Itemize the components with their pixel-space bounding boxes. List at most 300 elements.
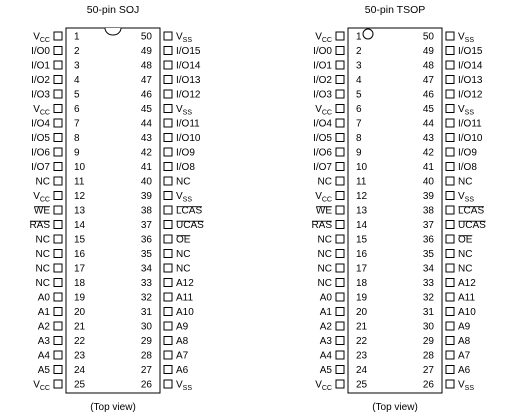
pin-signal-name: A7 [176, 350, 189, 362]
pin-signal [458, 133, 483, 144]
pin-signal-name: V [33, 104, 40, 115]
pin-signal [38, 351, 51, 362]
pin-signal [38, 307, 51, 318]
pin-number: 26 [140, 379, 152, 391]
pin-signal-name: V [33, 31, 40, 43]
pin-number: 18 [356, 278, 368, 289]
pin-pad [54, 337, 62, 345]
pin-signal-name: NC [317, 234, 332, 246]
pin-row [38, 322, 86, 333]
pin-signal-name: I/O3 [31, 89, 50, 101]
pin-signal [36, 264, 50, 275]
pin-number: 18 [74, 278, 86, 289]
pin-row [36, 278, 86, 289]
pin-signal [458, 177, 472, 188]
pin-pad [54, 250, 62, 258]
pin-number: 20 [356, 307, 368, 318]
pin-signal [176, 133, 201, 144]
pin-signal [458, 351, 471, 362]
pin-row [423, 220, 486, 231]
pin-pad [54, 61, 62, 69]
pin-signal-subscript: SS [182, 196, 193, 204]
pin-number: 48 [140, 60, 152, 72]
pin-signal-name: V [458, 379, 465, 391]
pin-signal-name: V [176, 191, 183, 202]
pin-pad [54, 134, 62, 142]
pin-signal-name: A12 [458, 278, 476, 289]
pin-number: 12 [356, 191, 368, 202]
pin-number: 49 [422, 46, 434, 57]
pin-signal-subscript: CC [321, 37, 332, 44]
left-pin-column [29, 32, 85, 393]
pin-pad [336, 76, 344, 84]
pin-number: 12 [74, 191, 86, 202]
pin-signal-subscript: CC [39, 109, 50, 117]
pin-pad [336, 293, 344, 301]
pin-signal [176, 119, 200, 130]
pin-row [311, 220, 367, 231]
pin-signal-subscript: SS [182, 109, 193, 117]
pin-row [423, 46, 483, 57]
pin-pad [164, 119, 172, 127]
pin-number: 47 [422, 75, 434, 86]
pin-signal-name: A6 [176, 365, 189, 376]
pin-pad [336, 105, 344, 113]
pin-signal [318, 235, 332, 246]
pin-signal-name: NC [458, 263, 473, 275]
pin-row [423, 177, 473, 188]
pin-pad [54, 206, 62, 214]
pin-signal-name: NC [458, 249, 473, 260]
pin-signal-subscript: CC [321, 109, 332, 117]
pin-signal-name: I/O5 [31, 133, 50, 144]
pin-row [141, 46, 201, 57]
pin-number: 17 [356, 263, 368, 275]
pin-number: 39 [140, 191, 152, 202]
pin-number: 42 [422, 147, 434, 159]
pin-pad [164, 105, 172, 113]
pin-number: 49 [140, 46, 152, 57]
soj-package [29, 4, 204, 413]
pin-number: 28 [422, 350, 434, 362]
pin-signal [458, 365, 471, 376]
pin-row [320, 365, 368, 376]
pin-signal-name: I/O9 [458, 147, 477, 159]
pin-number: 42 [140, 147, 152, 159]
pin-pad [54, 279, 62, 287]
pin-row [313, 162, 367, 173]
pin-pad [336, 61, 344, 69]
pin-signal [33, 380, 50, 393]
pin-pad [336, 47, 344, 55]
pin-number: 25 [356, 379, 368, 391]
pin-signal [320, 307, 333, 318]
pin-number: 4 [74, 75, 80, 86]
pin-pad [164, 76, 172, 84]
pin-signal [313, 90, 332, 101]
pin-row [36, 249, 86, 260]
pin-row [423, 162, 477, 173]
pin-signal [38, 293, 51, 304]
pin-pad [164, 366, 172, 374]
pin-pad [336, 337, 344, 345]
pin-number: 16 [356, 249, 368, 260]
pin-signal [320, 365, 333, 376]
pin-signal-name: V [315, 379, 322, 391]
pin-signal-name: OE [176, 234, 191, 246]
pin-signal [31, 90, 50, 101]
pin-number: 17 [74, 263, 86, 275]
pin-pad [336, 351, 344, 359]
pin-pad [336, 279, 344, 287]
pin-signal [458, 380, 474, 393]
pin-number: 6 [356, 104, 362, 115]
pin-pad [54, 119, 62, 127]
pin-pad [54, 380, 62, 388]
pin-row [423, 191, 474, 204]
pin-signal-name: A2 [319, 321, 332, 333]
pin-number: 50 [422, 31, 434, 43]
pin-signal-name: I/O6 [313, 147, 332, 159]
pin-number: 38 [140, 205, 152, 217]
pin-row [38, 351, 86, 362]
pin-signal [176, 46, 201, 57]
pin-row [141, 249, 191, 260]
pin-signal [458, 90, 483, 101]
pin-signal-subscript: CC [39, 37, 50, 44]
pin-number: 21 [74, 321, 86, 333]
pin-pad [446, 322, 454, 330]
pin-signal-name: I/O8 [458, 162, 477, 173]
pin-number: 43 [140, 133, 152, 144]
pin-pad [336, 235, 344, 243]
pin-number: 21 [356, 321, 368, 333]
pin-pad [164, 351, 172, 359]
pin-pad [164, 47, 172, 55]
pin-pad [446, 119, 454, 127]
pin-signal-name: I/O10 [176, 133, 201, 144]
pin-row [141, 278, 194, 289]
pin-signal [31, 133, 50, 144]
pin-number: 44 [140, 118, 152, 130]
pin-row [423, 307, 476, 318]
pin-row [423, 148, 477, 159]
pin-signal [176, 75, 201, 86]
pin-pad [446, 250, 454, 258]
pin-pad [164, 264, 172, 272]
pin-signal [458, 148, 477, 159]
pin-number: 13 [356, 205, 368, 217]
pin-pad [164, 148, 172, 156]
pin-number: 14 [74, 220, 86, 231]
pin-row [423, 278, 476, 289]
pin-signal-name: I/O9 [176, 147, 195, 159]
pin-signal-name: NC [176, 176, 191, 188]
pin-signal-name: A9 [458, 321, 471, 333]
pin-signal-name: A2 [37, 321, 50, 333]
pin-signal [313, 61, 332, 72]
pin-pad [164, 177, 172, 185]
pin-pad [164, 61, 172, 69]
pin-number: 22 [74, 336, 86, 347]
pin-signal-name: NC [458, 176, 473, 188]
pin-number: 47 [140, 75, 152, 86]
pin-signal [313, 119, 332, 130]
pin-signal-name: A5 [37, 365, 50, 376]
pin-signal-name: V [315, 104, 322, 115]
pin-pad [446, 264, 454, 272]
pin-pad [164, 322, 172, 330]
pin-signal-name: NC [176, 249, 191, 260]
pin-pad [54, 308, 62, 316]
pin-signal [313, 162, 332, 173]
view-caption: (Top view) [372, 402, 418, 413]
pin-row [141, 264, 191, 275]
pin-number: 31 [140, 307, 152, 318]
pin-row [423, 206, 485, 217]
pin-row [141, 293, 194, 304]
pin-signal-subscript: SS [464, 196, 475, 204]
pin-pad [446, 134, 454, 142]
pin-signal [458, 104, 474, 117]
pin-number: 2 [74, 46, 80, 57]
pin-row [423, 235, 473, 246]
pin-pad [336, 380, 344, 388]
pin-signal [458, 162, 477, 173]
pin-number: 19 [356, 292, 368, 304]
pin-pad [336, 250, 344, 258]
pin-pad [446, 192, 454, 200]
pin-pad [164, 279, 172, 287]
pin-signal-name: V [315, 31, 322, 43]
pin-row [423, 32, 474, 45]
pin-row [423, 75, 483, 86]
pin-signal [31, 75, 50, 86]
pin-row [423, 336, 471, 347]
pin-pad [164, 206, 172, 214]
pin-number: 3 [356, 60, 362, 72]
pin-pad [446, 177, 454, 185]
pin-signal-name: A11 [176, 292, 194, 304]
pin-signal [36, 249, 50, 260]
pin-number: 8 [74, 133, 80, 144]
pin-signal-name: I/O14 [458, 60, 483, 72]
pin-signal [176, 278, 194, 289]
pin-number: 14 [356, 220, 368, 231]
pin-number: 1 [74, 31, 80, 43]
pin-number: 29 [140, 336, 152, 347]
pin-number: 23 [74, 350, 86, 362]
pin-row [141, 177, 191, 188]
pin-row [141, 75, 201, 86]
pin-number: 46 [140, 89, 152, 101]
pin-signal-name: A10 [176, 307, 194, 318]
pin-signal-name: I/O15 [176, 46, 201, 57]
pin-number: 35 [140, 249, 152, 260]
pin-signal [458, 191, 474, 204]
pin-signal [458, 46, 483, 57]
pin-row [33, 380, 85, 393]
pin-row [423, 61, 483, 72]
pin-signal-name: LCAS [458, 205, 485, 217]
pin-pad [336, 119, 344, 127]
pin-pad [446, 279, 454, 287]
pin-signal-name: A7 [458, 350, 471, 362]
pin-signal [176, 177, 190, 188]
pin-signal [458, 336, 471, 347]
view-caption: (Top view) [90, 402, 136, 413]
pin-pad [164, 380, 172, 388]
pin-number: 44 [422, 118, 434, 130]
pin-pad [54, 351, 62, 359]
pin-signal [176, 61, 201, 72]
pin-row [141, 32, 192, 45]
pin-pad [446, 90, 454, 98]
pin-number: 32 [140, 292, 152, 304]
pin-row [315, 191, 367, 204]
pin-pad [336, 192, 344, 200]
pin-signal-name: NC [317, 176, 332, 188]
pin-signal-name: A1 [37, 307, 50, 318]
pin-signal [320, 351, 333, 362]
pin-number: 33 [422, 278, 434, 289]
pin-signal-name: V [458, 191, 465, 202]
pin-signal [315, 191, 332, 204]
pin-pad [54, 192, 62, 200]
pin-number: 36 [140, 234, 152, 246]
pin-number: 30 [422, 321, 434, 333]
pin-row [423, 322, 471, 333]
pin-pad [164, 235, 172, 243]
pin-number: 36 [422, 234, 434, 246]
pin-row [36, 235, 86, 246]
pin-row [315, 380, 367, 393]
pin-number: 38 [422, 205, 434, 217]
pin-row [318, 278, 368, 289]
pin-row [141, 162, 195, 173]
pin-signal-name: LCAS [176, 205, 203, 217]
pin-number: 46 [422, 89, 434, 101]
pin-number: 45 [140, 104, 152, 115]
pin-signal [458, 61, 483, 72]
pin-signal-name: OE [458, 234, 473, 246]
pin-number: 41 [422, 162, 434, 173]
pin-number: 40 [422, 176, 434, 188]
pin-pad [336, 206, 344, 214]
pin-signal-name: I/O12 [176, 89, 201, 101]
pin-number: 25 [74, 379, 86, 391]
pin-signal-name: NC [317, 278, 332, 289]
pin-signal [31, 46, 50, 57]
pin-number: 23 [356, 350, 368, 362]
pin-pad [336, 221, 344, 229]
pin-row [141, 322, 189, 333]
pin-number: 32 [422, 292, 434, 304]
pin-number: 11 [74, 176, 85, 188]
pin-signal-name: NC [317, 249, 332, 260]
pin-signal-name: A10 [458, 307, 476, 318]
pin-signal [458, 307, 476, 318]
pin-row [320, 307, 368, 318]
pin-signal-name: NC [35, 249, 50, 260]
pin-row [423, 365, 471, 376]
pin-signal-name: NC [35, 234, 50, 246]
pin-signal [318, 177, 332, 188]
pin-signal-name: I/O11 [458, 118, 482, 130]
pin-signal [176, 90, 201, 101]
pin-signal [36, 177, 50, 188]
pin-number: 45 [422, 104, 434, 115]
pin-pad [446, 293, 454, 301]
pin-signal-name: I/O4 [31, 118, 50, 130]
pin-signal-subscript: SS [464, 385, 475, 392]
pin-pad [446, 351, 454, 359]
pin-number: 24 [74, 365, 86, 376]
pin-signal-name: A9 [176, 321, 189, 333]
pin-number: 7 [356, 118, 362, 130]
tsop-package [311, 4, 486, 413]
pin-number: 33 [140, 278, 152, 289]
pin-signal [318, 278, 332, 289]
pin-signal [31, 148, 50, 159]
pin-row [141, 351, 189, 362]
pin-signal [315, 380, 332, 393]
pin-signal-subscript: CC [321, 196, 332, 204]
pin-row [320, 336, 368, 347]
pin-row [423, 264, 473, 275]
pin-pad [54, 90, 62, 98]
pin-row [318, 249, 368, 260]
pin-signal-name: A6 [458, 365, 471, 376]
pin-number: 43 [422, 133, 434, 144]
pin-signal [31, 61, 50, 72]
pin-signal-name: NC [35, 176, 50, 188]
pin-pad [54, 32, 62, 40]
pin-signal-name: WE [315, 205, 332, 217]
pin-signal [313, 133, 332, 144]
pin-pad [336, 90, 344, 98]
pin-number: 28 [140, 350, 152, 362]
pin-signal [458, 249, 472, 260]
right-pin-column [141, 32, 204, 393]
pin-pad [446, 32, 454, 40]
pin-pad [164, 250, 172, 258]
pin-signal [458, 322, 471, 333]
pin-pad [164, 90, 172, 98]
pin-number: 34 [422, 263, 434, 275]
package-title: 50-pin SOJ [86, 4, 140, 16]
pin-signal [38, 322, 51, 333]
pin-number: 50 [140, 31, 152, 43]
pin-number: 27 [140, 365, 152, 376]
pin-row [423, 249, 473, 260]
pin-signal [458, 264, 472, 275]
pin-row [141, 336, 189, 347]
pin-signal [36, 235, 50, 246]
pin-pad [54, 322, 62, 330]
pin-number: 15 [356, 234, 368, 246]
pin-row [29, 220, 85, 231]
pin-row [34, 206, 86, 217]
pin-signal-name: I/O12 [458, 89, 483, 101]
pin-signal [318, 264, 332, 275]
pin-signal-name: I/O4 [313, 118, 332, 130]
pin-pad [54, 105, 62, 113]
pin-number: 16 [74, 249, 86, 260]
pin-signal [320, 322, 333, 333]
pin-row [320, 351, 368, 362]
pin-row [423, 351, 471, 362]
